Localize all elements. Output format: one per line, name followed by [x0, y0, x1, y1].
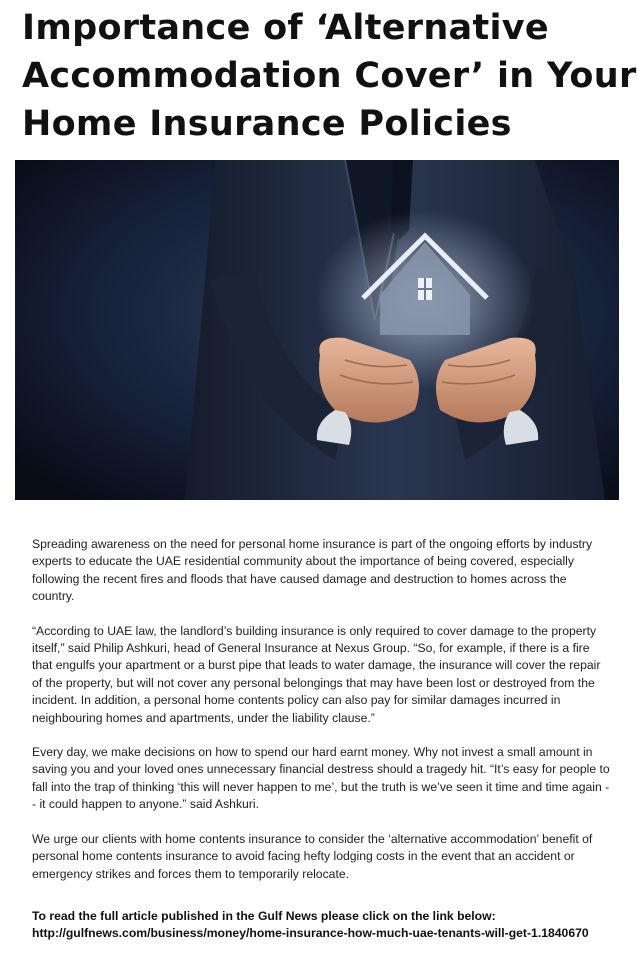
article-body — [32, 536, 610, 900]
title-line: Home Insurance Policies — [22, 104, 512, 144]
article-link[interactable]: http://gulfnews.com/business/money/home-insurance-how-much-uae-tenants-will-get-1.1840670 — [32, 926, 589, 941]
hero-image — [15, 160, 619, 500]
title-line: Accommodation Cover’ in Your — [22, 56, 637, 96]
title-line: Importance of ‘Alternative — [22, 8, 549, 48]
paragraph: Every day, we make decisions on how to spend our hard earnt money. Why not invest a small amount in saving you and your loved ones unnecessary financial destress should a tragedy hit. “It’s easy for people to fall into the trap of thinking ‘this will never happen to me’, but the truth is we’ve seen it time and time again -- it could happen to anyone.” said Ashkuri. — [32, 745, 610, 812]
article-title — [22, 4, 637, 148]
paragraph: Spreading awareness on the need for personal home insurance is part of the ongoing efforts by industry experts to educate the UAE residential community about the importance of being covered, especially following the recent fires and floods that have caused damage and destruction to homes across the country. — [32, 537, 593, 604]
paragraph: “According to UAE law, the landlord’s building insurance is only required to cover damage to the property itself,” said Philip Ashkuri, head of General Insurance at Nexus Group. “So, for example, if there is a fire that engulfs your apartment or a burst pipe that leads to water damage, the insurance will cover the repair of the property, but will not cover any personal belongings that may have been lost or destroyed from the incident. In addition, a personal home contents policy can also pay for similar damages incurred in neighbouring homes and apartments, under the liability clause.” — [32, 623, 601, 725]
businessman-holding-house-illustration — [15, 160, 619, 500]
cta-text: To read the full article published in the Gulf News please click on the link below: — [32, 909, 496, 923]
paragraph: We urge our clients with home contents insurance to consider the ‘alternative accommodation’ benefit of personal home contents insurance to avoid facing hefty lodging costs in the event that an accident or emergency strikes and forces them to temporarily relocate. — [32, 831, 593, 881]
call-to-action — [32, 908, 612, 943]
